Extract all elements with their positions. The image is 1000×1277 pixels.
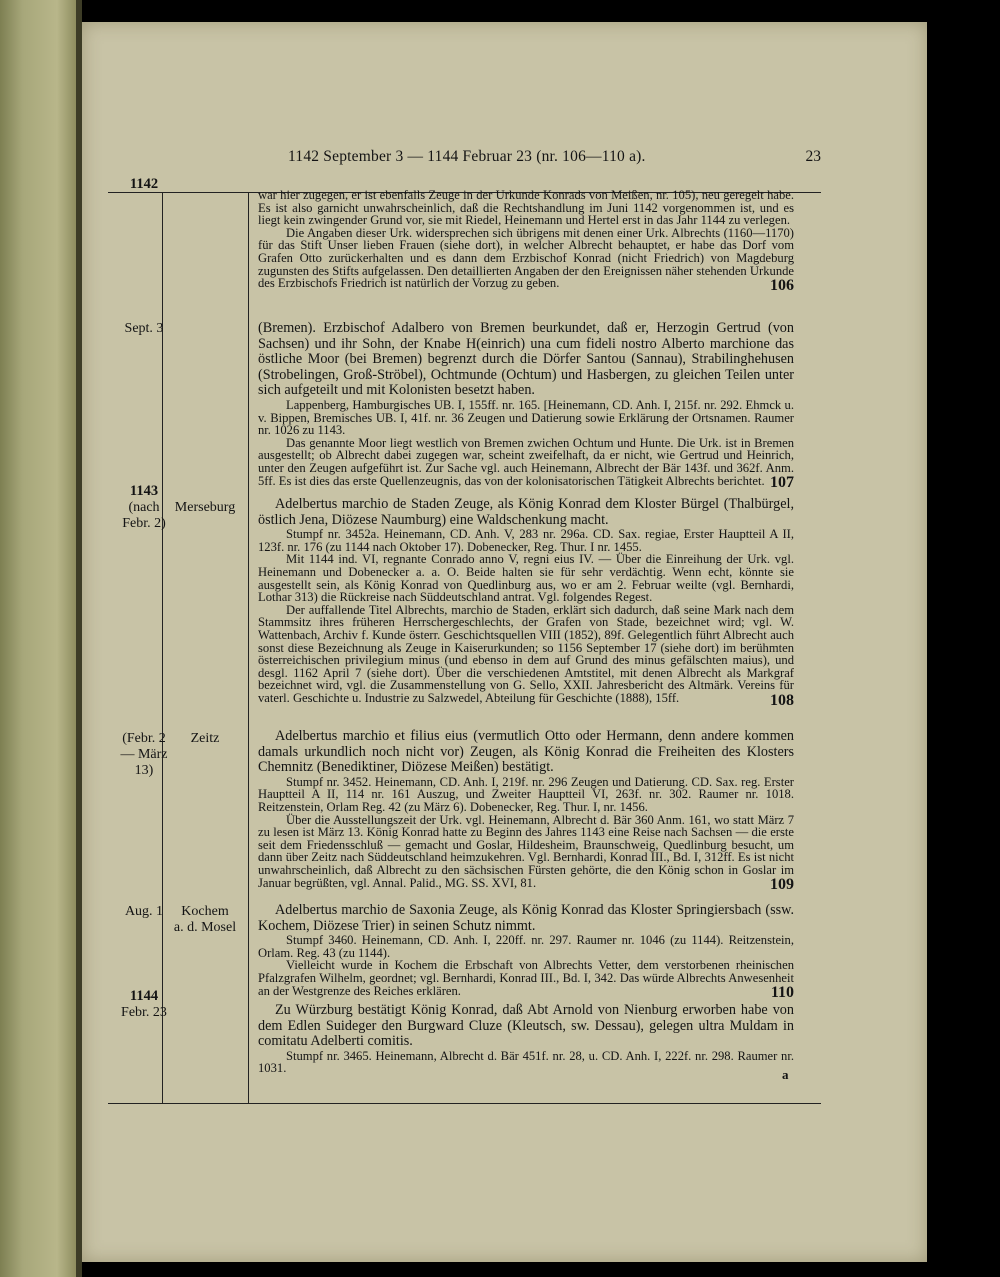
margin-nach: (nach <box>128 500 160 515</box>
regest-110 <box>258 903 794 1000</box>
regest-107-note: Das genannte Moor liegt westlich von Bremen zwichen Ochtum und Hunte. Die Urk. ist in Bremen ausgestellt; ob Albrecht dabei zugegen war, scheint zweifelhaft, da er nicht, wie Gertrud und Heinrich, unter den Zeugen aufgeführt ist. Zur Sache vgl. auch Heinemann, Albrecht der Bär 143f. und 362f. Anm. 5ff. Es ist dies das erste Quellenzeugnis, das von der kolonisatorischen Tätigkeit Albrechts berichtet. <box>258 435 794 488</box>
regest-number-108: 108 <box>770 691 794 709</box>
margin-year-1143: 1143 <box>129 483 159 499</box>
regest-110a-sources: Stumpf nr. 3465. Heinemann, Albrecht d. Bär 451f. nr. 28, u. CD. Anh. I, 222f. nr. 298. Raumer nr. 1031. <box>258 1048 794 1076</box>
running-header <box>82 148 927 174</box>
page-number: 23 <box>805 148 821 165</box>
bottom-rule <box>108 1103 821 1104</box>
regest-109-sources: Stumpf nr. 3452. Heinemann, CD. Anh. I, 219f. nr. 296 Zeugen und Datierung. CD. Sax. reg. Erster Hauptteil A II, 114 nr. 161 Auszug, und Zweiter Hauptteil VI, 263f. nr. 302. Raumer nr. 1018. Reitzenstein, Orlam Reg. 42 (zu März 6). Dobenecker, Reg. Thur. I, nr. 1456. <box>258 774 794 814</box>
place-column-divider <box>248 192 249 1103</box>
regest-number-110a: a <box>782 1067 789 1082</box>
regest-109 <box>258 729 794 892</box>
regest-110-sources: Stumpf 3460. Heinemann, CD. Anh. I, 220ff. nr. 297. Raumer nr. 1046 (zu 1144). Reitzenstein, Orlam. Reg. 43 (zu 1144). <box>258 933 794 960</box>
margin-date-sept3: Sept. 3 <box>124 321 164 336</box>
margin-place-zeitz: Zeitz <box>190 731 220 746</box>
margin-date-13: 13) <box>134 763 154 778</box>
regest-108-sources: Stumpf nr. 3452a. Heinemann, CD. Anh. V, 283 nr. 296a. CD. Sax. regiae, Erster Hauptteil A II, 123f. nr. 176 (zu 1144 nach Oktober 17). Dobenecker, Reg. Thur. I nr. 1455. <box>258 527 794 554</box>
regest-108-note: Mit 1144 ind. VI, regnante Conrado anno V, regni eius IV. — Über die Einreihung der Urk. vgl. Heinemann und Dobenecker a. a. O. Beide halten sie für sehr verdächtig. Wenn echt, könnte sie ausgestellt sein, als König Konrad von Quedlinburg aus, wo er am 2. Februar weilte (vgl. Bernhardi, Lothar 313) die Rückreise nach Süddeutschland antrat. Vgl. folgendes Regest. <box>258 552 794 605</box>
margin-date-maerz: — März <box>120 747 168 762</box>
margin-year-1142: 1142 <box>129 176 159 192</box>
margin-date-febr2b: (Febr. 2 <box>122 731 166 746</box>
regest-110-summary: Adelbertus marchio de Saxonia Zeuge, als König Konrad das Kloster Springiersbach (ssw. Kochem, Diözese Trier) in seinen Schutz nimmt. <box>258 902 794 934</box>
regest-number-107: 107 <box>770 474 794 492</box>
margin-year-1144: 1144 <box>129 988 159 1004</box>
facing-page-edge <box>0 0 76 1277</box>
regest-108-commentary: Der auffallende Titel Albrechts, marchio de Staden, erklärt sich dadurch, daß seine Mark nach dem Stammsitz ihres früheren Herrschergeschlechts, der Grafen von Stade, bezeichnet wird; vgl. W. Wattenbach, Archiv f. Kunde österr. Geschichtsquellen VIII (1852), 89f. Gelegentlich führt Albrecht auch sonst diese Bezeichnung als Zeuge in Kaiserurkunden; so 1156 September 17 (siehe dort) im berühmten österreichischen privilegium minus (und ebenso in dem auf Grund des minus gefälschten maius), und desgl. 1162 April 7 (siehe dort). Über die verschiedenen Amtstitel, mit denen Albrecht als Markgraf bezeichnet wird, vgl. die Zusammenstellung von G. Sello, XXII. Jahresbericht des Altmärk. Vereins für vaterl. Geschichte u. Industrie zu Salzwedel, Abteilung für Geschichte (1888), 15ff. <box>258 602 794 705</box>
regest-109-summary: Adelbertus marchio et filius eius (vermutlich Otto oder Hermann, denn andere kommen damals urkundlich noch nicht vor) Zeugen, als König Konrad die Freiheiten des Klosters Chemnitz (Benediktiner, Diözese Meißen) bestätigt. <box>258 728 794 776</box>
regest-110-note: Vielleicht wurde in Kochem die Erbschaft von Albrechts Vetter, dem verstorbenen rheinischen Pfalzgrafen Wilhelm, geordnet; vgl. Bernhardi, Konrad III., Bd. I, 342. Das würde Albrechts Anwesenheit an der Westgrenze des Reiches erklären. <box>258 958 794 998</box>
regest-number-106: 106 <box>770 276 794 294</box>
regest-106 <box>258 189 794 293</box>
regest-107-sources: Lappenberg, Hamburgisches UB. I, 155ff. nr. 165. [Heinemann, CD. Anh. I, 215f. nr. 292. Ehmck u. v. Bippen, Bremisches UB. I, 41f. nr. 36 Zeugen und Datierung sowie Erklärung der Ortsnamen. Raumer nr. 1026 zu 1143. <box>258 397 794 438</box>
margin-date-aug1: Aug. 1 <box>124 904 164 919</box>
regest-106-note: Die Angaben dieser Urk. widersprechen sich übrigens mit denen einer Urk. Albrechts (1160—1170) für das Stift Unser lieben Frauen (siehe dort), in welcher Albrecht behauptet, er habe das Dorf vom Grafen Otto zurückerhalten und es dann dem Erzbischof Konrad (nicht Friedrich) von Magdeburg zugunsten des Stifts aufgelassen. Den detaillierten Angaben der den Ereignissen näher stehenden Urkunde des Erzbischofs Friedrich ist natürlich der Vorzug zu geben. <box>258 225 794 291</box>
margin-date-febr2: Febr. 2) <box>122 516 166 531</box>
regest-108 <box>258 497 794 708</box>
margin-place-merseburg: Merseburg <box>174 500 236 515</box>
regest-110a <box>258 1003 794 1075</box>
header-title: 1142 September 3 — 1144 Februar 23 (nr. 106—110 a). <box>288 148 646 165</box>
regest-number-109: 109 <box>770 876 794 894</box>
book-page <box>82 22 927 1262</box>
regest-107 <box>258 321 794 490</box>
margin-place-mosel: a. d. Mosel <box>173 920 237 935</box>
regest-106-text: war hier zugegen, er ist ebenfalls Zeuge in der Urkunde Konrads von Meißen, nr. 105), neu geregelt habe. Es ist also garnicht unwahrscheinlich, daß die Rechtshandlung im Juni 1142 vorgenommen ist, und es liegt kein zwingender Grund vor, sie mit Riedel, Heinemann und Hertel erst in das Jahr 1144 zu verlegen. <box>258 188 794 228</box>
margin-date-febr23: Febr. 23 <box>121 1005 167 1020</box>
regest-107-summary: (Bremen). Erzbischof Adalbero von Bremen beurkundet, daß er, Herzogin Gertrud (von Sachsen) und ihr Sohn, der Knabe H(einrich) una cum fideli nostro Alberto marchione das östliche Moor (bei Bremen) begrenzt durch die Dörfer Santou (Sannau), Strabilinghehusen (Strobelingen, Groß-Ströbel), Ochtmunde (Ochtum) und Hasbergen, zu gleichen Teilen unter sich aufgeteilt und mit Kolonisten besetzt haben. <box>258 320 794 399</box>
margin-place-kochem: Kochem <box>181 904 229 919</box>
regest-number-110: 110 <box>770 984 794 1002</box>
regest-108-summary: Adelbertus marchio de Staden Zeuge, als König Konrad dem Kloster Bürgel (Thalbürgel, östlich Jena, Diözese Naumburg) eine Waldschenkung macht. <box>258 496 794 528</box>
regest-109-note: Über die Ausstellungszeit der Urk. vgl. Heinemann, Albrecht d. Bär 360 Anm. 161, wo statt März 7 zu lesen ist März 13. König Konrad hatte zu Beginn des Jahres 1143 eine Reise nach Sachsen — die erste seit dem Friedensschluß — gemacht und Goslar, Hildesheim, Braunschweig, Quedlinburg besucht, um dann über Zeitz nach Süddeutschland heimzukehren. Vgl. Bernhardi, Konrad III., Bd. I, 312ff. Es ist nicht unwahrscheinlich, daß Albrecht zu den sächsischen Fürsten gehörte, die den König schon in Goslar im Januar begrüßten, vgl. Annal. Palid., MG. SS. XVI, 81. <box>258 812 794 890</box>
regest-110a-summary: Zu Würzburg bestätigt König Konrad, daß Abt Arnold von Nienburg erworben habe von dem Edlen Suideger den Burgward Cluze (Kleutsch, sw. Dessau), gelegen ultra Muldam in comitatu Adelberti comitis. <box>258 1002 794 1050</box>
